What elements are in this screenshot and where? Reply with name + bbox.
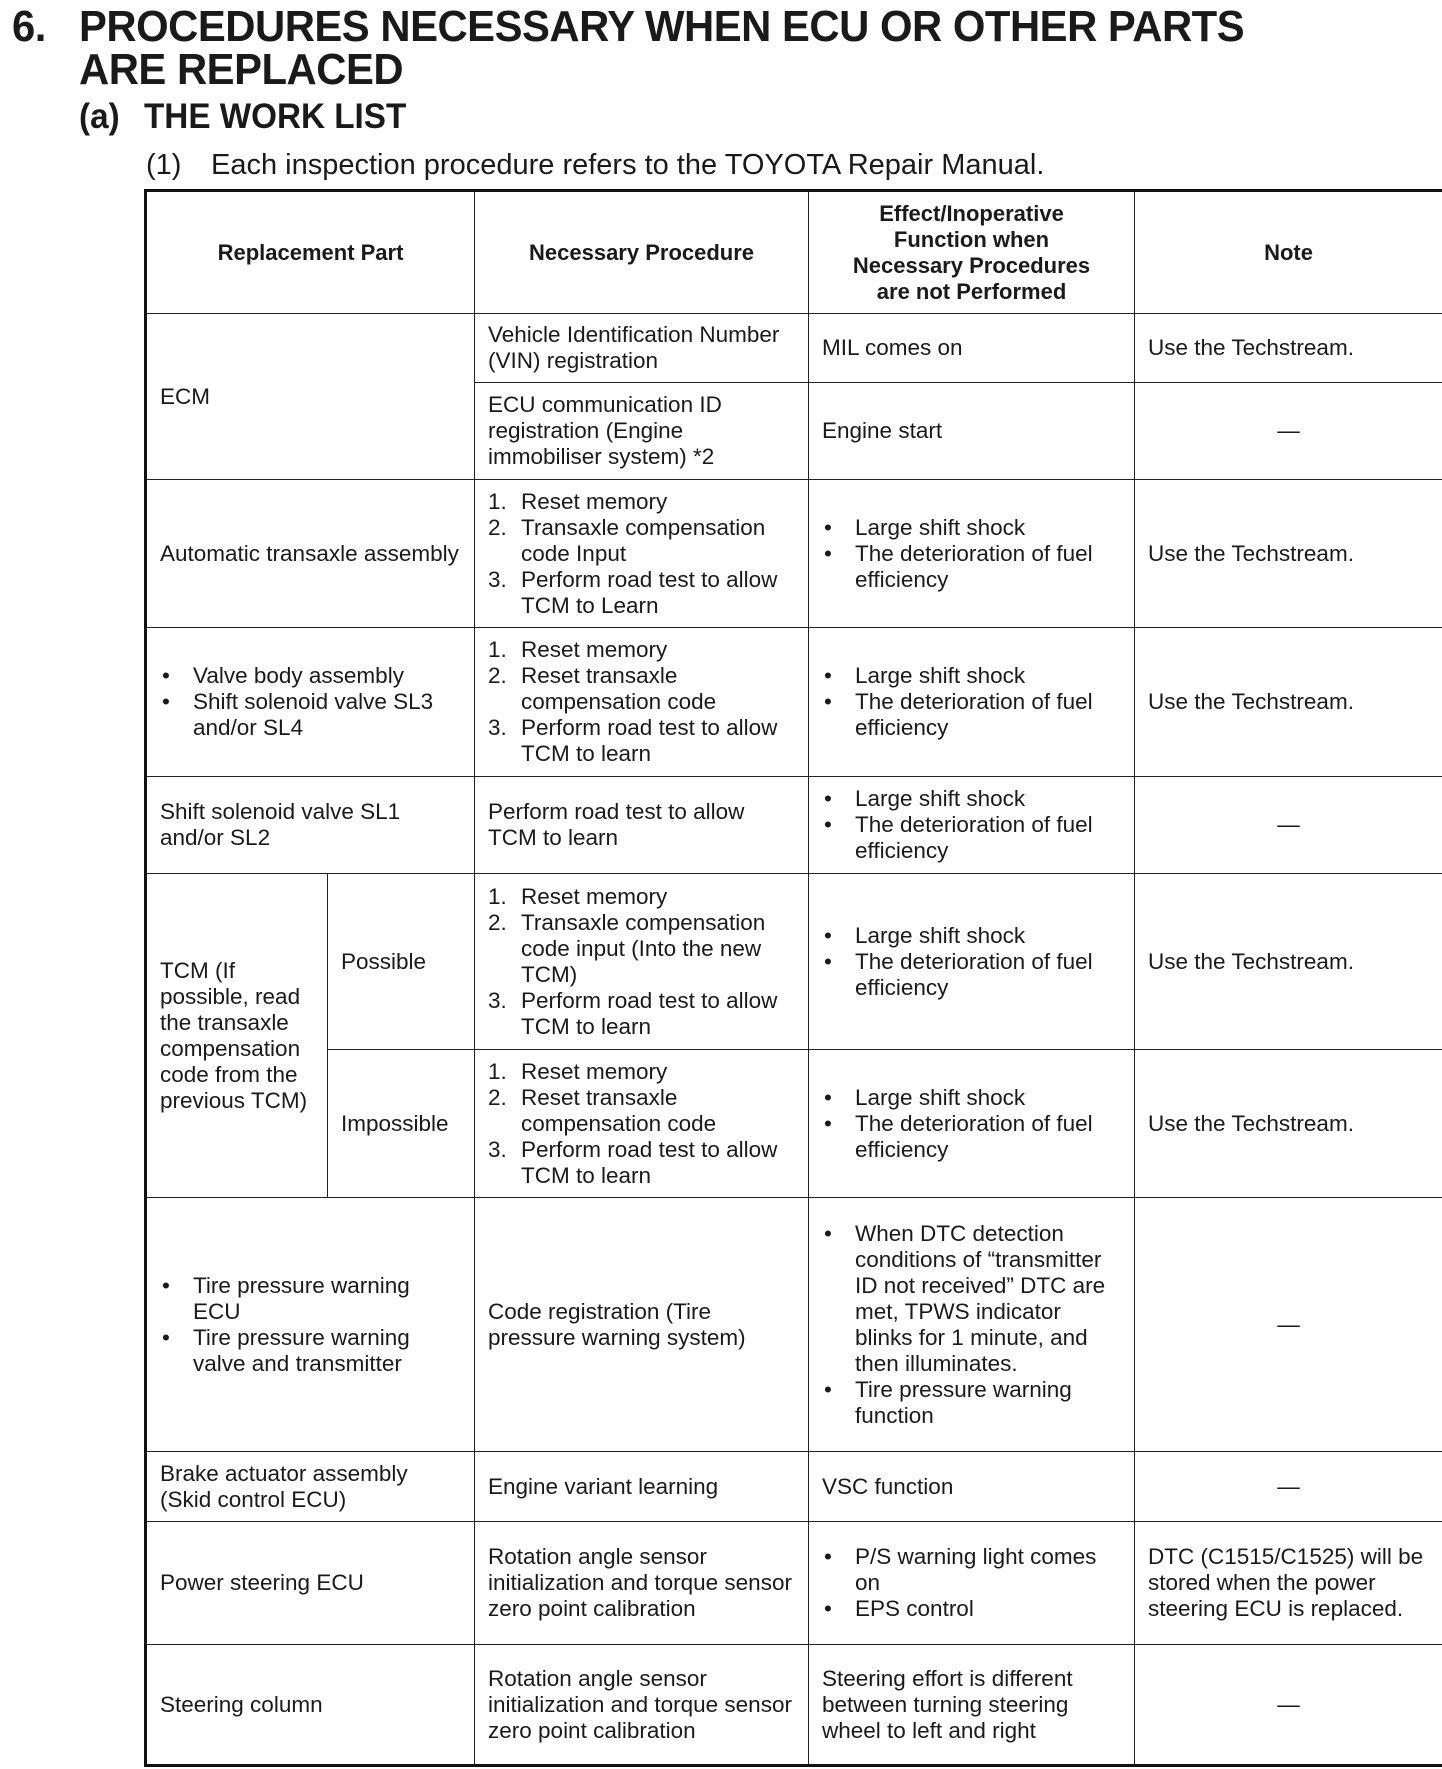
bullet-icon: •: [162, 1272, 170, 1298]
list-text: The deterioration of fuel efficiency: [855, 812, 1093, 863]
list-item: [488, 884, 795, 910]
list-item: [822, 923, 1121, 949]
list-number: 2.: [488, 663, 507, 688]
bullet-icon: •: [824, 812, 832, 837]
list-number: 3.: [488, 1136, 507, 1162]
list-item: [488, 988, 795, 1040]
list-text: Tire pressure warning valve and transmitter: [193, 1324, 410, 1376]
list-text: Perform road test to allow TCM to learn: [521, 1136, 778, 1188]
list-text: Large shift shock: [855, 922, 1026, 948]
procedure-cell: [475, 874, 809, 1050]
list-number: 3.: [488, 566, 507, 592]
list-number: 1.: [488, 637, 507, 662]
note-cell: —: [1135, 383, 1442, 480]
list-text: Perform road test to allow TCM to learn: [521, 715, 778, 766]
effect-cell: Steering effort is different between turning steering wheel to left and right: [809, 1645, 1135, 1766]
list-item: [822, 663, 1121, 689]
subsection-title: THE WORK LIST: [144, 97, 407, 136]
note-cell: DTC (C1515/C1525) will be stored when the power steering ECU is replaced.: [1135, 1522, 1442, 1645]
list-text: Reset transaxle compensation code: [521, 1084, 717, 1136]
list-item: [822, 949, 1121, 1001]
table-row: [146, 777, 1442, 874]
list-item: [160, 663, 461, 689]
list-number: 2.: [488, 514, 507, 540]
bullet-icon: •: [824, 1084, 832, 1110]
list-text: Tire pressure warning function: [855, 1376, 1072, 1428]
table-row: [146, 628, 1442, 777]
list-item: [822, 689, 1121, 741]
list-number: 1.: [488, 488, 507, 514]
list-item: [822, 541, 1121, 593]
part-cell: Steering column: [146, 1645, 475, 1766]
list-item: [488, 1059, 795, 1085]
bullet-icon: •: [824, 663, 832, 688]
bullet-icon: •: [162, 1324, 170, 1350]
bullet-icon: •: [824, 1596, 832, 1621]
bullet-icon: •: [824, 922, 832, 948]
list-item: [160, 1325, 461, 1377]
effect-cell: [809, 628, 1135, 777]
condition-cell: Possible: [328, 874, 475, 1050]
effect-cell: MIL comes on: [809, 314, 1135, 383]
list-item: [488, 663, 795, 715]
section-title-line2: ARE REPLACED: [79, 45, 404, 94]
list-item: [488, 910, 795, 988]
list-item: [488, 489, 795, 515]
effect-cell: [809, 480, 1135, 628]
list-text: The deterioration of fuel efficiency: [855, 540, 1093, 592]
bullet-icon: •: [824, 689, 832, 714]
part-cell: [146, 1198, 475, 1452]
part-cell: Shift solenoid valve SL1 and/or SL2: [146, 777, 475, 874]
header-necessary-procedure: Necessary Procedure: [475, 191, 809, 314]
procedure-cell: [475, 628, 809, 777]
header-effect: Effect/Inoperative Function when Necessary Procedures are not Performed: [809, 191, 1135, 314]
bullet-icon: •: [824, 540, 832, 566]
subsection-marker: (a): [79, 97, 120, 136]
table-row: [146, 1645, 1442, 1766]
procedure-cell: [475, 1050, 809, 1198]
list-number: 3.: [488, 987, 507, 1013]
list-text: Large shift shock: [855, 514, 1026, 540]
effect-cell: [809, 777, 1135, 874]
procedure-cell: Code registration (Tire pressure warning system): [475, 1198, 809, 1452]
list-item: [822, 1596, 1121, 1622]
part-cell: [146, 628, 475, 777]
list-item: [822, 786, 1121, 812]
list-item: [822, 1221, 1121, 1377]
section-title-line1: PROCEDURES NECESSARY WHEN ECU OR OTHER PARTS: [79, 2, 1245, 51]
work-list-table: [144, 189, 1442, 1767]
part-cell: Power steering ECU: [146, 1522, 475, 1645]
procedure-cell: Perform road test to allow TCM to learn: [475, 777, 809, 874]
list-item: [488, 715, 795, 767]
list-item: [822, 1544, 1121, 1596]
list-text: Reset memory: [521, 488, 668, 514]
table-row: [146, 314, 1442, 383]
table-row: [146, 480, 1442, 628]
note-cell: —: [1135, 1452, 1442, 1522]
note-cell: Use the Techstream.: [1135, 874, 1442, 1050]
list-number: 2.: [488, 909, 507, 935]
procedure-cell: Engine variant learning: [475, 1452, 809, 1522]
condition-cell: Impossible: [328, 1050, 475, 1198]
list-item: [488, 637, 795, 663]
part-cell: TCM (If possible, read the transaxle compensation code from the previous TCM): [146, 874, 328, 1198]
procedure-cell: Vehicle Identification Number (VIN) registration: [475, 314, 809, 383]
table-header-row: [146, 191, 1442, 314]
list-text: Tire pressure warning ECU: [193, 1272, 410, 1324]
effect-cell: [809, 1198, 1135, 1452]
list-text: The deterioration of fuel efficiency: [855, 1110, 1093, 1162]
section-number: 6.: [12, 2, 46, 51]
list-text: Valve body assembly: [193, 663, 404, 688]
list-item: [160, 689, 461, 741]
bullet-icon: •: [162, 663, 170, 688]
list-item: [822, 1377, 1121, 1429]
list-number: 1.: [488, 1058, 507, 1084]
part-cell: Brake actuator assembly (Skid control ECU): [146, 1452, 475, 1522]
note-cell: —: [1135, 1645, 1442, 1766]
list-number: 3.: [488, 715, 507, 740]
paragraph-text: Each inspection procedure refers to the TOYOTA Repair Manual.: [211, 149, 1045, 181]
note-cell: —: [1135, 777, 1442, 874]
list-text: The deterioration of fuel efficiency: [855, 948, 1093, 1000]
table-row: [146, 1522, 1442, 1645]
list-text: Perform road test to allow TCM to learn: [521, 987, 778, 1039]
bullet-icon: •: [824, 1220, 832, 1246]
list-text: Reset memory: [521, 883, 668, 909]
list-item: [822, 1085, 1121, 1111]
bullet-icon: •: [824, 948, 832, 974]
list-text: P/S warning light comes on: [855, 1544, 1097, 1595]
procedure-cell: ECU communication ID registration (Engine immobiliser system) *2: [475, 383, 809, 480]
part-cell: ECM: [146, 314, 475, 480]
list-item: [488, 1085, 795, 1137]
list-item: [822, 515, 1121, 541]
part-cell: Automatic transaxle assembly: [146, 480, 475, 628]
note-cell: —: [1135, 1198, 1442, 1452]
list-item: [822, 812, 1121, 864]
list-number: 2.: [488, 1084, 507, 1110]
effect-cell: [809, 1050, 1135, 1198]
effect-cell: [809, 1522, 1135, 1645]
note-cell: Use the Techstream.: [1135, 628, 1442, 777]
paragraph-marker: (1): [146, 149, 182, 181]
list-text: The deterioration of fuel efficiency: [855, 689, 1093, 740]
bullet-icon: •: [162, 689, 170, 714]
list-text: Perform road test to allow TCM to Learn: [521, 566, 778, 618]
list-text: When DTC detection conditions of “transmitter ID not received” DTC are met, TPWS indicator blinks for 1 minute, and then illuminates.: [855, 1220, 1106, 1376]
table-row: [146, 1452, 1442, 1522]
table-row: [146, 874, 1442, 1050]
note-cell: Use the Techstream.: [1135, 1050, 1442, 1198]
list-text: Reset transaxle compensation code: [521, 663, 717, 714]
list-text: Shift solenoid valve SL3 and/or SL4: [193, 689, 434, 740]
note-cell: Use the Techstream.: [1135, 480, 1442, 628]
list-text: Transaxle compensation code Input: [521, 514, 766, 566]
effect-cell: Engine start: [809, 383, 1135, 480]
header-replacement-part: Replacement Part: [146, 191, 475, 314]
procedure-cell: [475, 480, 809, 628]
list-item: [488, 1137, 795, 1189]
list-text: Large shift shock: [855, 786, 1026, 811]
list-text: Reset memory: [521, 637, 668, 662]
table-row: [146, 1198, 1442, 1452]
list-item: [488, 515, 795, 567]
note-cell: Use the Techstream.: [1135, 314, 1442, 383]
list-text: Large shift shock: [855, 663, 1026, 688]
bullet-icon: •: [824, 1376, 832, 1402]
list-item: [488, 567, 795, 619]
bullet-icon: •: [824, 1544, 832, 1569]
bullet-icon: •: [824, 1110, 832, 1136]
list-text: Large shift shock: [855, 1084, 1026, 1110]
effect-cell: VSC function: [809, 1452, 1135, 1522]
list-item: [822, 1111, 1121, 1163]
table-row: [146, 1050, 1442, 1198]
bullet-icon: •: [824, 514, 832, 540]
effect-cell: [809, 874, 1135, 1050]
header-note: Note: [1135, 191, 1442, 314]
list-item: [160, 1273, 461, 1325]
procedure-cell: Rotation angle sensor initialization and torque sensor zero point calibration: [475, 1522, 809, 1645]
list-number: 1.: [488, 883, 507, 909]
list-text: EPS control: [855, 1596, 974, 1621]
bullet-icon: •: [824, 786, 832, 811]
list-text: Transaxle compensation code input (Into the new TCM): [521, 909, 766, 987]
procedure-cell: Rotation angle sensor initialization and torque sensor zero point calibration: [475, 1645, 809, 1766]
list-text: Reset memory: [521, 1058, 668, 1084]
